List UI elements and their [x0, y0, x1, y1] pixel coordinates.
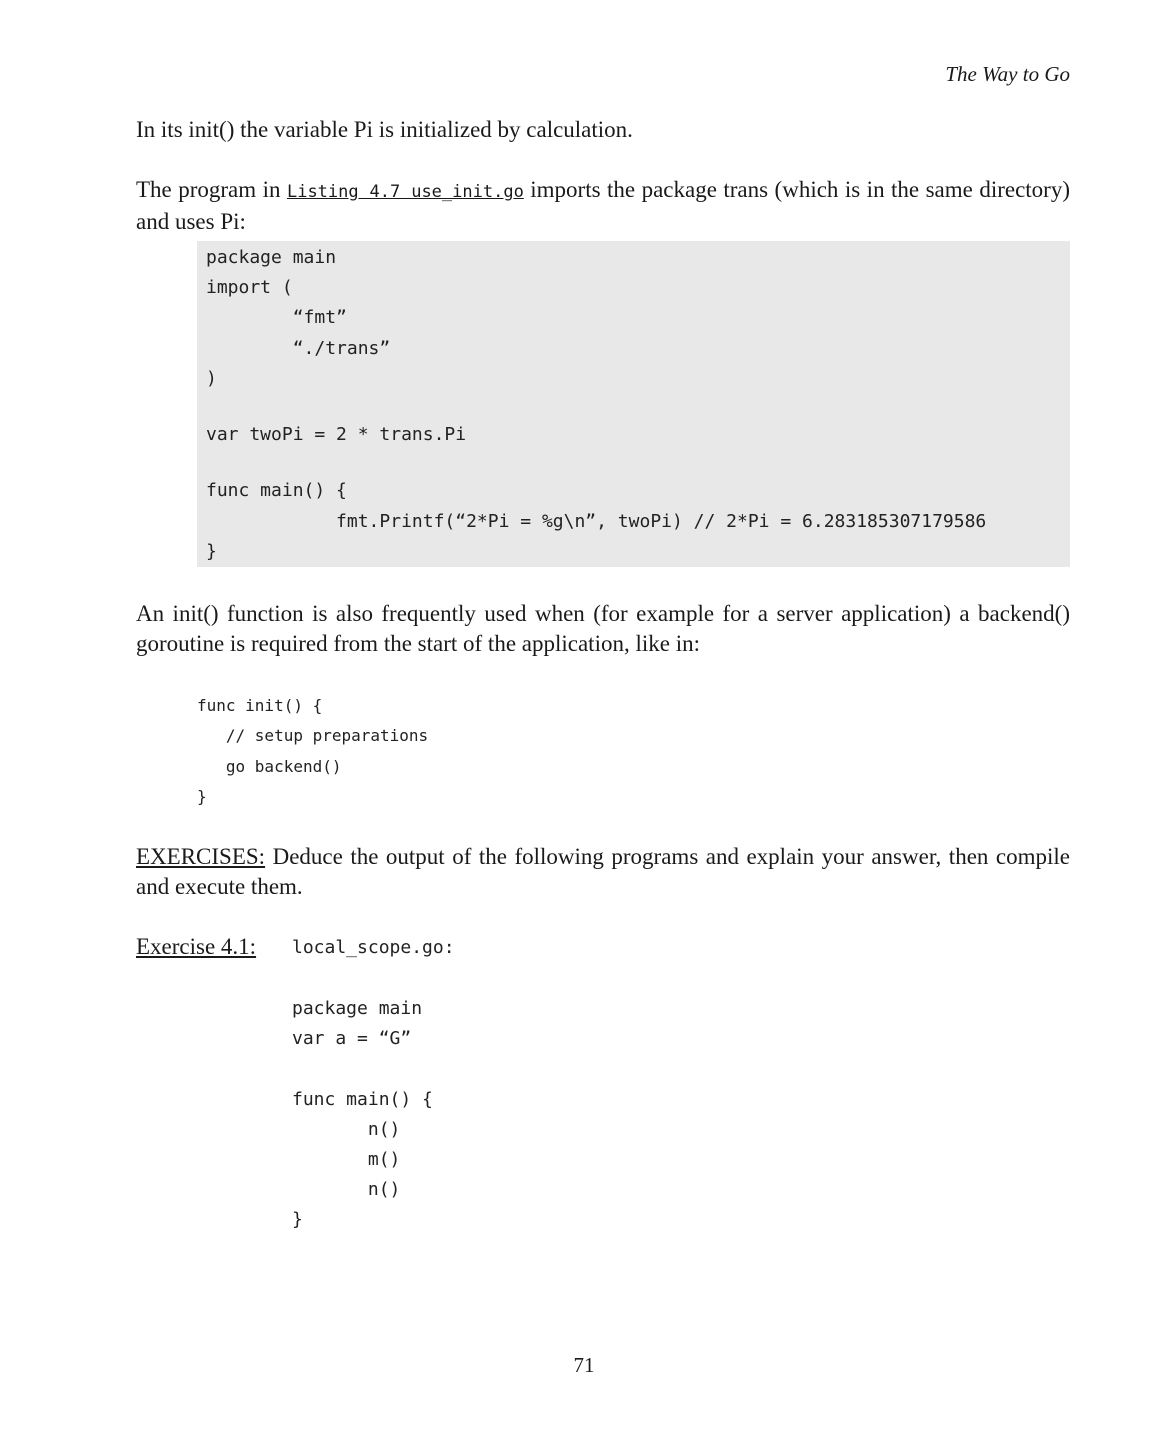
- code-line: var a = “G”: [292, 1028, 412, 1049]
- code-block-init-backend: [197, 696, 797, 821]
- code-line: }: [197, 787, 207, 806]
- code-line: }: [206, 541, 217, 562]
- code-block-use-init: [197, 241, 1070, 567]
- code-line: n(): [292, 1119, 401, 1140]
- code-line: ): [206, 368, 217, 389]
- code-line: package main: [292, 998, 423, 1019]
- paragraph-text: imports the package trans (which is in the same directory) and uses Pi:: [136, 177, 1070, 234]
- code-block-local-scope: [292, 998, 792, 1238]
- listing-reference-link[interactable]: Listing 4.7 use_init.go: [286, 182, 524, 202]
- paragraph-program-listing: [136, 175, 1070, 237]
- code-line: func main() {: [206, 480, 347, 501]
- code-line: go backend(): [197, 757, 342, 776]
- code-line: import (: [206, 277, 293, 298]
- code-line: m(): [292, 1149, 401, 1170]
- code-line: var twoPi = 2 * trans.Pi: [206, 424, 467, 445]
- paragraph-text: The program in: [136, 177, 287, 202]
- paragraph-exercises: [136, 842, 1070, 902]
- code-line: func main() {: [292, 1089, 433, 1110]
- paragraph-init-pi: In its init() the variable Pi is initialized by calculation.: [136, 117, 633, 142]
- running-head: The Way to Go: [945, 62, 1070, 86]
- paragraph-init-backend: An init() function is also frequently used when (for example for a server application) a backend() goroutine is required from the start of the application, like in:: [136, 601, 1070, 656]
- code-line: n(): [292, 1179, 401, 1200]
- exercises-heading: EXERCISES:: [136, 844, 266, 869]
- exercise-filename: local_scope.go:: [292, 937, 455, 958]
- code-line: “fmt”: [206, 307, 347, 328]
- exercise-label: Exercise 4.1:: [136, 934, 257, 959]
- page-number: 71: [573, 1353, 595, 1377]
- code-line: // setup preparations: [197, 726, 429, 745]
- paragraph-text: Deduce the output of the following programs and explain your answer, then compile and execute them.: [136, 844, 1070, 899]
- code-line: package main: [206, 247, 337, 268]
- code-line: “./trans”: [206, 338, 391, 359]
- code-line: func init() {: [197, 696, 323, 715]
- code-line: fmt.Printf(“2*Pi = %g\n”, twoPi) // 2*Pi = 6.283185307179586: [206, 511, 987, 532]
- code-line: }: [292, 1209, 303, 1230]
